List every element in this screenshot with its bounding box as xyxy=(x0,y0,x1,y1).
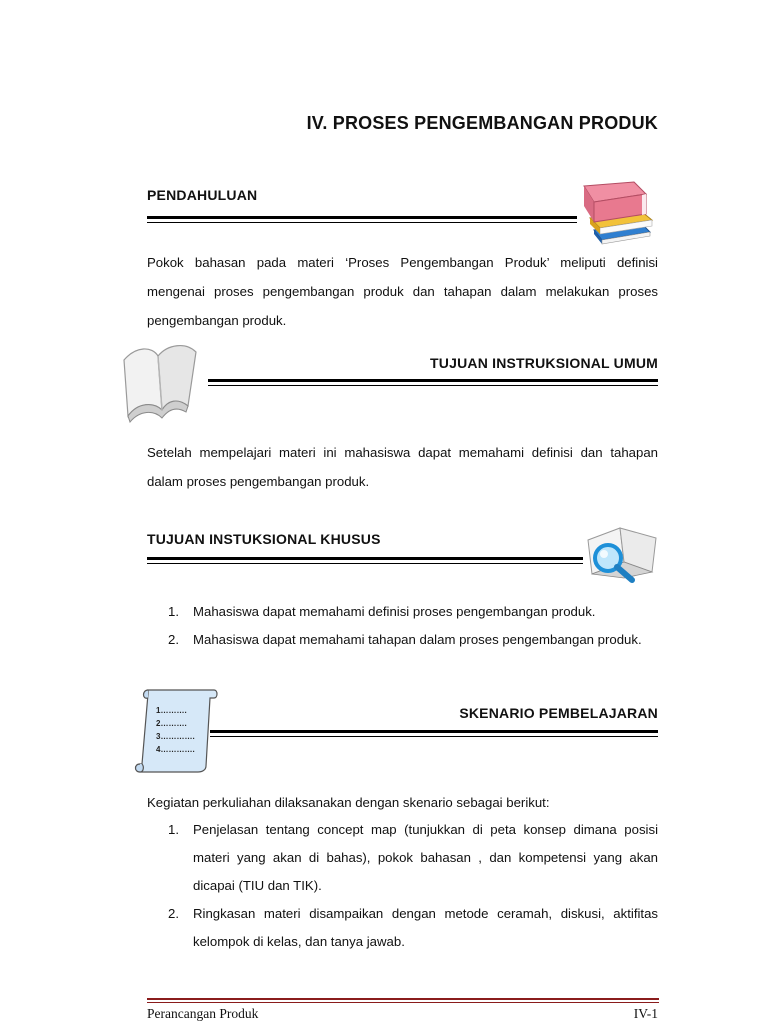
open-book-icon xyxy=(118,340,200,426)
page-number: IV-1 xyxy=(633,1006,658,1021)
heading-rule-tiu xyxy=(208,379,658,382)
heading-rule-thin-pendahuluan xyxy=(147,222,577,223)
skenario-list xyxy=(147,816,658,956)
section-heading-pendahuluan: PENDAHULUAN xyxy=(147,187,258,203)
heading-rule-thin-tik xyxy=(147,563,583,564)
scroll-line: 1………. xyxy=(156,706,187,715)
scroll-line: 4…………. xyxy=(156,745,195,754)
footer-rule-thin xyxy=(147,1002,659,1003)
scroll-list-icon xyxy=(132,686,218,774)
list-item: 1. Penjelasan tentang concept map (tunjukkan di peta konsep dimana posisi materi yang akan di bahas), pokok bahasan , dan kompetensi yang akan dicapai (TIU dan TIK). xyxy=(168,822,658,893)
tiu-paragraph: Setelah mempelajari materi ini mahasiswa dapat memahami definisi dan tahapan dalam proses pengembangan produk. xyxy=(147,445,658,489)
list-item: 1. Mahasiswa dapat memahami definisi proses pengembangan produk. xyxy=(168,604,596,619)
pendahuluan-paragraph: Pokok bahasan pada materi ‘Proses Pengembangan Produk’ meliputi definisi mengenai proses pengembangan produk dan tahapan dalam melakukan proses pengembangan produk. xyxy=(147,255,658,328)
section-heading-tiu: TUJUAN INSTRUKSIONAL UMUM xyxy=(430,355,658,371)
magnifier-book-icon xyxy=(580,518,664,586)
heading-rule-skenario xyxy=(210,730,658,733)
scroll-line: 2………. xyxy=(156,719,187,728)
footer-rule xyxy=(147,998,659,1000)
scroll-line: 3…………. xyxy=(156,732,195,741)
list-item: 2. Ringkasan materi disampaikan dengan metode ceramah, diskusi, aktifitas kelompok di kelas, dan tanya jawab. xyxy=(168,906,658,949)
stacked-books-icon xyxy=(580,180,660,246)
heading-rule-tik xyxy=(147,557,583,560)
heading-rule-thin-skenario xyxy=(210,736,658,737)
section-heading-skenario: SKENARIO PEMBELAJARAN xyxy=(459,705,658,721)
tik-list xyxy=(147,598,658,654)
heading-rule-thin-tiu xyxy=(208,385,658,386)
chapter-title: IV. PROSES PENGEMBANGAN PRODUK xyxy=(306,113,658,133)
list-item: 2. Mahasiswa dapat memahami tahapan dalam proses pengembangan produk. xyxy=(168,632,642,647)
heading-rule-pendahuluan xyxy=(147,216,577,219)
section-heading-tik: TUJUAN INSTUKSIONAL KHUSUS xyxy=(147,531,381,547)
footer-left-text: Perancangan Produk xyxy=(147,1006,259,1021)
skenario-intro: Kegiatan perkuliahan dilaksanakan dengan skenario sebagai berikut: xyxy=(147,795,550,810)
